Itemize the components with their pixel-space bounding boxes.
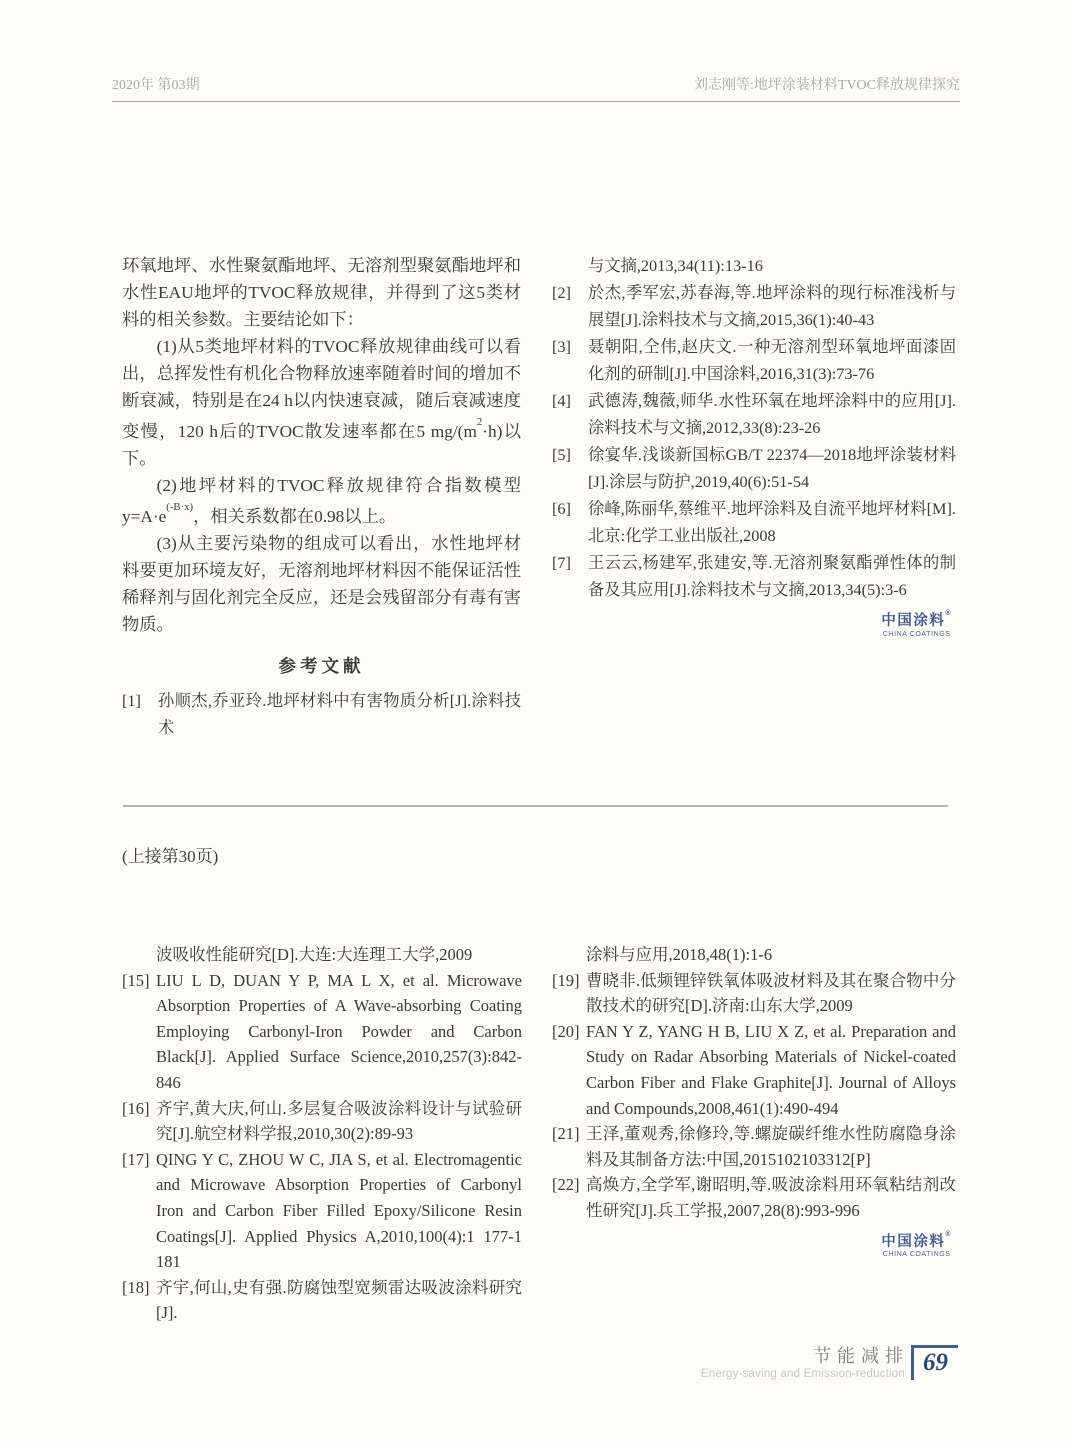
reference-label: [20] <box>552 1021 580 1041</box>
top-left-column <box>122 252 521 741</box>
page-footer <box>701 1345 958 1380</box>
conclusion-paragraph-2 <box>122 472 521 530</box>
journal-name-english: Energy-saving and Emission-reduction <box>700 1368 905 1381</box>
reference-item <box>552 333 956 387</box>
reference-text: FAN Y Z, YANG H B, LIU X Z, et al. Preparation and Study on Radar Absorbing Materials of Nickel-coated Carbon Fiber and Flake Graphite[J]. Journal of Alloys and Compounds,2008,461(1):490-494 <box>586 1021 956 1118</box>
reference-item <box>122 1275 522 1326</box>
reference-text: 王云云,杨建军,张建安,等.无溶剂聚氨酯弹性体的制备及其应用[J].涂料技术与文摘,2013,34(5):3-6 <box>588 553 956 599</box>
reference-label: [4] <box>552 391 571 410</box>
reference-text: 涂料与应用,2018,48(1):1-6 <box>586 945 773 964</box>
logo-cn-label: 中国涂料 <box>881 613 946 629</box>
reference-label: [3] <box>552 337 571 356</box>
reference-label: [2] <box>552 283 571 302</box>
continued-from-note: (上接第30页) <box>122 847 219 866</box>
reference-text: 孙顺杰,乔亚玲.地坪材料中有害物质分析[J].涂料技术 <box>158 690 521 737</box>
logo-english-text: CHINA COATINGS <box>882 1251 951 1259</box>
paragraph-text: ，相关系数都在0.98以上。 <box>193 506 397 526</box>
reference-text: 徐峰,陈丽华,蔡维平.地坪涂料及自流平地坪材料[M].北京:化学工业出版社,2008 <box>588 499 956 545</box>
reference-label: [7] <box>552 553 571 572</box>
reference-item <box>552 1172 956 1223</box>
china-coatings-logo <box>881 1230 952 1260</box>
reference-item <box>122 1096 522 1147</box>
paragraph-text: (1)从5类地坪材料的TVOC释放规律曲线可以看出，总挥发性有机化合物释放速率随着时间的增加不断衰减，特别是在24 h以内快速衰减，随后衰减速度变慢，120 h后的TVOC散发速率都在5 mg/(m <box>122 337 521 441</box>
china-coatings-logo <box>881 610 952 639</box>
reference-text: LIU L D, DUAN Y P, MA L X, et al. Microwave Absorption Properties of A Wave-absorbing Coating Employing Carbonyl-Iron Powder and Carbon Black[J]. Applied Surface Science,2010,257(3):842-846 <box>156 970 522 1092</box>
reference-label: [15] <box>122 970 150 990</box>
reference-label: [5] <box>552 445 571 464</box>
reference-label: [1] <box>122 690 141 710</box>
logo-chinese-text <box>881 1230 952 1251</box>
reference-text: 聂朝阳,仝伟,赵庆文.一种无溶剂型环氧地坪面漆固化剂的研制[J].中国涂料,2016,31(3):73-76 <box>588 337 956 383</box>
reference-text: 於杰,季军宏,苏春海,等.地坪涂料的现行标准浅析与展望[J].涂料技术与文摘,2015,36(1):40-43 <box>588 283 956 329</box>
section-divider <box>123 805 948 807</box>
journal-name-block <box>700 1345 909 1381</box>
reference-label: [17] <box>122 1149 150 1169</box>
reference-text: 曹晓非.低频锂锌铁氧体吸波材料及其在聚合物中分散技术的研究[D].济南:山东大学,2009 <box>586 970 956 1016</box>
reference-item <box>552 279 956 333</box>
reference-item <box>552 549 956 603</box>
header-running-title: 刘志刚等:地坪涂装材料TVOC释放规律探究 <box>694 78 960 93</box>
reference-item <box>122 968 522 1096</box>
reference-continuation <box>552 252 956 279</box>
reference-label <box>552 252 588 279</box>
reference-item <box>552 441 956 495</box>
paragraph-text: ·h)以下。 <box>122 421 522 468</box>
reference-text: 齐宇,黄大庆,何山.多层复合吸波涂料设计与试验研究[J].航空材料学报,2010,30(2):89-93 <box>156 1098 522 1144</box>
reference-item <box>552 968 956 1019</box>
page-number: 69 <box>923 1349 948 1376</box>
header-issue: 2020年 第03期 <box>112 78 200 93</box>
references-heading: 参考文献 <box>278 655 365 676</box>
reference-continuation <box>122 942 522 968</box>
logo-cn-label: 中国涂料 <box>881 1233 946 1250</box>
reference-label: [16] <box>122 1098 150 1118</box>
reference-label: [6] <box>552 499 571 518</box>
paragraph-text: (2)地坪材料的TVOC释放规律符合指数模型y=A·e <box>122 475 521 526</box>
reference-text: 武德涛,魏薇,师华.水性环氧在地坪涂料中的应用[J].涂料技术与文摘,2012,33(8):23-26 <box>588 391 956 437</box>
bottom-right-column <box>552 942 956 1260</box>
registered-mark-icon: ® <box>945 1230 952 1238</box>
reference-item <box>552 1121 956 1172</box>
reference-label: [19] <box>552 970 580 990</box>
conclusion-lead-paragraph: 环氧地坪、水性聚氨酯地坪、无溶剂型聚氨酯地坪和水性EAU地坪的TVOC释放规律，并得到了这5类材料的相关参数。主要结论如下： <box>122 256 521 329</box>
page-number-box <box>911 1345 958 1380</box>
reference-text: 王泽,董观秀,徐修玲,等.螺旋碳纤维水性防腐隐身涂料及其制备方法:中国,2015102103312[P] <box>586 1124 956 1169</box>
reference-item <box>552 1019 956 1121</box>
reference-text: 波吸收性能研究[D].大连:大连理工大学,2009 <box>156 945 473 964</box>
reference-label: [21] <box>552 1124 580 1144</box>
superscript: 2 <box>476 416 483 429</box>
superscript: (-B·x) <box>166 500 194 513</box>
reference-text: 齐宇,何山,史有强.防腐蚀型宽频雷达吸波涂料研究[J]. <box>156 1277 522 1323</box>
reference-label: [18] <box>122 1277 150 1297</box>
reference-item <box>552 495 956 549</box>
bottom-left-column <box>122 942 522 1326</box>
conclusion-paragraph-3: (3)从主要污染物的组成可以看出，水性地坪材料要更加环境友好，无溶剂地坪材料因不能保证活性稀释剂与固化剂完全反应，还是会残留部分有毒有害物质。 <box>122 533 521 634</box>
reference-item <box>552 387 956 441</box>
reference-continuation <box>552 942 956 968</box>
conclusion-paragraph-1 <box>122 333 521 472</box>
top-right-column <box>552 252 956 639</box>
reference-text: QING Y C, ZHOU W C, JIA S, et al. Electromagentic and Microwave Absorption Properties of Carbonyl Iron and Carbon Fiber Filled Epoxy/Silicone Resin Coatings[J]. Applied Physics A,2010,100(4):1 177-1 181 <box>156 1149 522 1272</box>
journal-name-chinese: 节能减排 <box>813 1345 909 1366</box>
logo-chinese-text <box>881 610 952 630</box>
reference-label: [22] <box>552 1175 580 1195</box>
reference-text: 高焕方,全学军,谢昭明,等.吸波涂料用环氧粘结剂改性研究[J].兵工学报,2007,28(8):993-996 <box>586 1175 956 1220</box>
reference-item <box>122 1147 522 1275</box>
logo-english-text: CHINA COATINGS <box>882 630 951 638</box>
reference-text: 徐宴华.浅谈新国标GB/T 22374—2018地坪涂装材料[J].涂层与防护,2019,40(6):51-54 <box>588 445 956 491</box>
reference-item <box>122 687 521 741</box>
reference-label <box>122 942 156 968</box>
page-header <box>112 74 960 102</box>
reference-text: 与文摘,2013,34(11):13-16 <box>588 256 763 275</box>
reference-label <box>552 942 586 968</box>
registered-mark-icon: ® <box>945 610 952 618</box>
